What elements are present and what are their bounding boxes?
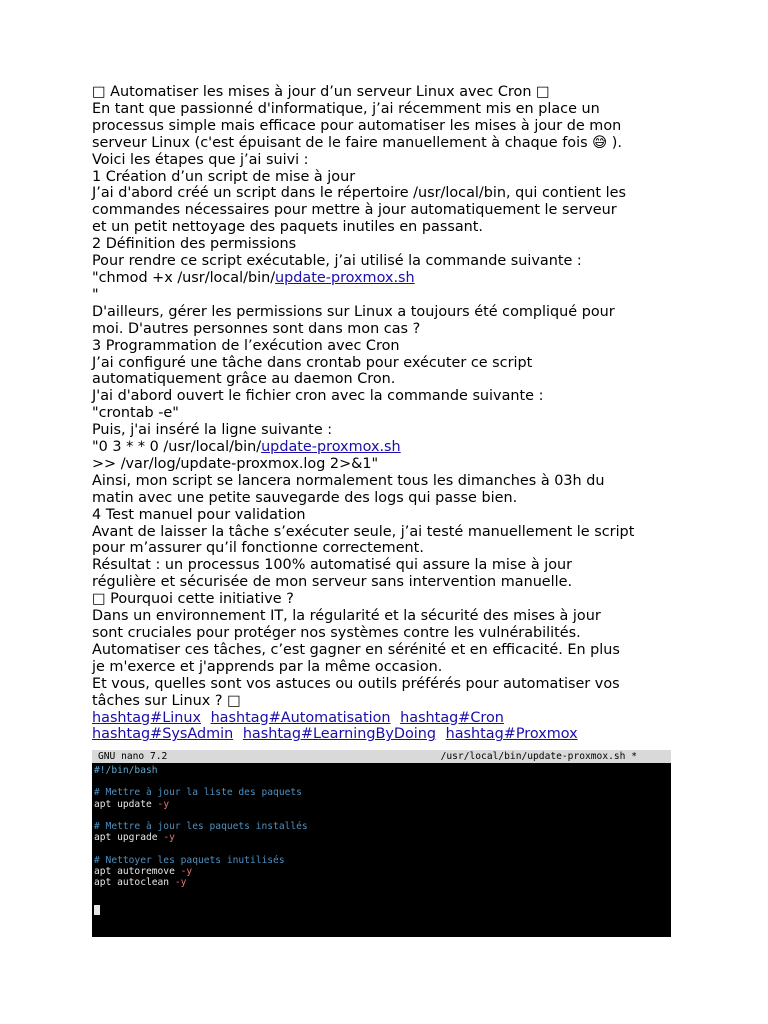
hashtag-link[interactable]: hashtag#Proxmox	[445, 726, 578, 743]
code-line	[94, 832, 669, 843]
blank-line	[94, 810, 669, 821]
post-line: régulière et sécurisée de mon serveur sans intervention manuelle.	[92, 574, 573, 591]
cron-prefix: "0 3 * * 0 /usr/local/bin/	[92, 439, 262, 456]
script-link[interactable]: update-proxmox.sh	[275, 269, 415, 286]
post-line: Pour rendre ce script exécutable, j’ai utilisé la commande suivante :	[92, 253, 582, 270]
post-line: J’ai configuré une tâche dans crontab pour exécuter ce script	[92, 354, 533, 371]
post-line: En tant que passionné d'informatique, j’ai récemment mis en place un	[92, 100, 600, 117]
section-heading: □ Pourquoi cette initiative ?	[92, 591, 294, 608]
flag: -y	[157, 798, 170, 810]
post-line: moi. D'autres personnes sont dans mon cas ?	[92, 320, 421, 337]
post-line: sont cruciales pour protéger nos systèmes contre les vulnérabilités.	[92, 625, 581, 641]
post-line: automatiquement grâce au daemon Cron.	[92, 371, 396, 388]
chmod-command-line	[92, 270, 692, 287]
hashtag-row	[92, 726, 692, 743]
hashtag-link[interactable]: hashtag#Cron	[400, 709, 504, 726]
post-title: □ Automatiser les mises à jour d’un serveur Linux avec Cron □	[92, 84, 550, 100]
post-line: Dans un environnement IT, la régularité et la sécurité des mises à jour	[92, 608, 601, 625]
flag: -y	[163, 832, 175, 844]
post-line: processus simple mais efficace pour automatiser les mises à jour de mon	[92, 117, 622, 134]
quote-close: "	[92, 286, 99, 303]
post-text	[92, 84, 692, 743]
blank-line	[94, 843, 669, 854]
hashtag-link[interactable]: hashtag#Linux	[92, 709, 201, 726]
code-line	[94, 877, 669, 888]
hashtag-link[interactable]: hashtag#Automatisation	[210, 709, 391, 726]
post-line: Ainsi, mon script se lancera normalement tous les dimanches à 03h du	[92, 472, 605, 489]
step-heading: 1 Création d’un script de mise à jour	[92, 168, 356, 185]
flag: -y	[174, 876, 187, 888]
command: apt upgrade	[94, 832, 164, 844]
flag: -y	[180, 865, 193, 877]
hashtag-row	[92, 710, 692, 727]
chmod-prefix: "chmod +x /usr/local/bin/	[92, 269, 276, 286]
post-line: pour m’assurer qu’il fonctionne correctement.	[92, 540, 424, 557]
command: apt autoclean	[94, 876, 175, 888]
post-line: je m'exerce et j'apprends par la même occasion.	[92, 658, 443, 675]
post-line: >> /var/log/update-proxmox.log 2>&1"	[92, 455, 379, 472]
post-line: et un petit nettoyage des paquets inutiles en passant.	[92, 219, 483, 236]
code-line	[94, 866, 669, 877]
post-line: J’ai d'abord créé un script dans le répertoire /usr/local/bin, qui contient les	[92, 185, 626, 202]
post-line: D'ailleurs, gérer les permissions sur Linux a toujours été compliqué pour	[92, 303, 615, 320]
script-link[interactable]: update-proxmox.sh	[261, 439, 401, 456]
terminal-screenshot	[92, 749, 671, 937]
post-line: Puis, j'ai inséré la ligne suivante :	[92, 422, 333, 439]
nano-file-path: /usr/local/bin/update-proxmox.sh *	[440, 750, 637, 762]
shebang-line: #!/bin/bash	[94, 765, 158, 776]
nano-editor	[92, 763, 671, 920]
blank-line	[94, 776, 669, 787]
cron-command-line	[92, 439, 692, 456]
hashtag-link[interactable]: hashtag#SysAdmin	[92, 726, 234, 743]
post-line: matin avec une petite sauvegarde des logs qui passe bien.	[92, 489, 518, 506]
post-line: Résultat : un processus 100% automatisé qui assure la mise à jour	[92, 557, 573, 574]
step-heading: 4 Test manuel pour validation	[92, 506, 306, 523]
blank-line	[94, 888, 669, 899]
command: apt autoremove	[94, 865, 181, 877]
nano-title-bar	[92, 749, 671, 763]
post-line: tâches sur Linux ? □	[92, 692, 241, 709]
step-heading: 3 Programmation de l’exécution avec Cron	[92, 337, 400, 354]
code-line	[94, 799, 669, 810]
nano-version: GNU nano 7.2	[98, 750, 168, 762]
post-line: Automatiser ces tâches, c’est gagner en sérénité et en efficacité. En plus	[92, 641, 620, 658]
cursor-block	[94, 905, 100, 915]
post-line: commandes nécessaires pour mettre à jour automatiquement le serveur	[92, 202, 617, 219]
post-line: Avant de laisser la tâche s’exécuter seule, j’ai testé manuellement le script	[92, 523, 635, 540]
post-line: J'ai d'abord ouvert le fichier cron avec la commande suivante :	[92, 388, 544, 405]
hashtag-link[interactable]: hashtag#LearningByDoing	[242, 726, 437, 743]
post-line: "crontab -e"	[92, 405, 179, 422]
comment-line: # Nettoyer les paquets inutilisés	[94, 854, 285, 866]
step-heading: 2 Définition des permissions	[92, 236, 297, 253]
post-line: Voici les étapes que j’ai suivi :	[92, 151, 309, 168]
post-line: Et vous, quelles sont vos astuces ou outils préférés pour automatiser vos	[92, 675, 620, 692]
command: apt update	[94, 798, 158, 810]
comment-line: # Mettre à jour la liste des paquets	[94, 787, 302, 799]
post-line: serveur Linux (c'est épuisant de le faire manuellement à chaque fois 😅 ).	[92, 134, 622, 151]
comment-line: # Mettre à jour les paquets installés	[94, 820, 308, 832]
text-cursor	[94, 899, 669, 918]
